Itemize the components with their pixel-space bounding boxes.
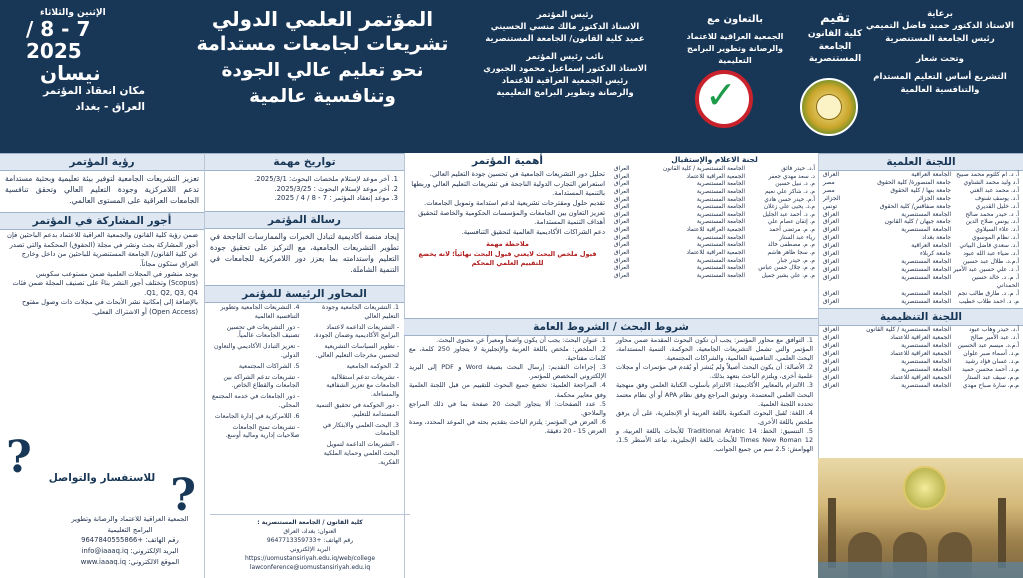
media-member-name: م. م. مصطفى خالد	[767, 242, 815, 249]
media-member-name: أ.د. حيدر فائق	[781, 166, 815, 172]
host-label: تقيم	[820, 11, 850, 26]
condition-item: 6. العرض في المؤتمر: يلتزم الباحث بتقديم بحثه في الموعد المحدد، ومدة العرض 15 - 20 دقيقة.	[409, 417, 606, 435]
university-email-label: البريد الإلكتروني	[289, 546, 331, 553]
date-item: 3. موعد إنعقاد المؤتمر : 7 - 8 / 4 / 2025.	[274, 194, 398, 203]
association-contact	[64, 514, 196, 568]
importance-title: أهمية المؤتمر	[472, 155, 543, 167]
axis-item: - تشريعات تدعم استقلالية الجامعات مع تعزيز الشفافية والمساءلة.	[326, 373, 399, 399]
chair-role: عميد كلية القانون/ الجامعة المستنصرية	[485, 33, 645, 44]
venue-label: مكان انعقاد المؤتمر	[43, 85, 145, 97]
organizing-member-affiliation: الجامعة المستنصرية	[901, 381, 951, 389]
committee-member	[819, 179, 1023, 187]
host-block	[795, 10, 875, 66]
axis-item: - دور التشريعات في تحسين تصنيف الجامعات عالمياً.	[226, 323, 300, 340]
media-member	[611, 197, 818, 205]
committee-member	[819, 258, 1023, 266]
media-member-name: م. م. جلال حسن عباس	[758, 265, 815, 272]
media-member-name: م. د. أحمد عبد الجليل	[762, 211, 815, 218]
participation-item: يوجد منشور في المجلات العلمية ضمن مستوعب سكوبس (Scopus) وتختلف أجور النشر بناءً على تصنيف المجلة ضمن فئات Q1, Q2, Q3, Q4.	[12, 269, 198, 297]
date-item: 2. آخر موعد لإستلام البحوث : 2025/3/25.	[274, 184, 398, 193]
question-mark-icon: ?	[170, 470, 196, 521]
email-link[interactable]: info@iaaaq.iq	[81, 547, 129, 556]
committee-member	[819, 242, 1023, 250]
media-member-affiliation: الجامعة المستنصرية	[696, 219, 745, 226]
media-member-country: العراق	[614, 265, 630, 272]
conditions-right-list	[611, 336, 818, 454]
organizing-member	[819, 342, 1023, 350]
axis-item: - تشريعات تمنح الجامعات صلاحيات إدارية ومالية أوسع.	[225, 423, 300, 440]
committee-member-country: العراق	[823, 297, 840, 305]
committee-member-country: العراق	[823, 257, 840, 265]
patron-role: رئيس الجامعة المستنصرية	[885, 33, 995, 44]
committee-member-country: العراق	[823, 242, 840, 250]
dates-list	[205, 171, 404, 205]
axes-left-list	[205, 303, 305, 469]
media-member-affiliation: الجامعة المستنصرية	[696, 234, 745, 241]
organizing-member	[819, 366, 1023, 374]
media-member-affiliation: الجمعية العراقية للاعتماد	[686, 227, 745, 234]
middle-column	[404, 153, 818, 578]
axes-title: المحاور الرئيسة للمؤتمر	[205, 285, 404, 303]
condition-item: 3. الالتزام بالمعايير الأكاديمية: الالتزام بأسلوب الكتابة العلمي وفق منهجية البحث العلمي المعتمدة، وتوثيق المراجع وفق نظام APA أو أي نظام معتمد تحدده اللجنة العلمية.	[616, 381, 813, 408]
media-member-name: م. سجا ظاهر هاشم	[767, 250, 815, 257]
conference-header	[0, 0, 1023, 153]
law-college-logo	[800, 78, 858, 136]
web-label: الموقع الالكتروني:	[128, 558, 180, 567]
media-member-affiliation: الجامعة المستنصرية	[696, 257, 745, 264]
media-member-name: رياء عبد الستار	[779, 234, 815, 241]
committee-member-name: أ.د. يوسف شنوف	[974, 194, 1019, 202]
organizing-member-name: أ.د. حيدر وهاب عبود	[968, 326, 1019, 334]
media-member	[611, 174, 818, 182]
committee-member-affiliation: جامعة بغداد	[922, 234, 951, 242]
condition-item: 1. عنوان البحث: يجب أن يكون واضحاً ومعبراً عن محتوى البحث.	[436, 336, 606, 344]
dates-title: تواريخ مهمة	[205, 153, 404, 171]
axis-item: 6. اللامركزية في إدارة الجامعات	[214, 412, 300, 420]
media-committee-list	[611, 166, 818, 281]
vice-chair-role-1: رئيس الجمعية العراقية للاعتماد	[501, 75, 629, 86]
message-title: رسالة المؤتمر	[205, 211, 404, 229]
media-member-country: العراق	[614, 234, 630, 241]
condition-item: 4. اللغة: تُقبل البحوث المكتوبة باللغة العربية أو الإنجليزية، على أن يرفق ملخص باللغة الأخرى.	[616, 408, 813, 426]
contact-title: للاستفسار والتواصل	[48, 472, 156, 484]
organizing-member-name: م.م. سيف عبد الستار	[965, 373, 1019, 381]
axis-item: - التشريعات الداعمة لاعتماد البرامج الأكاديمية وضمان الجودة.	[313, 323, 399, 340]
university-contact	[210, 514, 410, 572]
organizing-member-affiliation: الجمعية العراقية للاعتماد	[890, 350, 951, 358]
website-link[interactable]: www.iaaaq.iq	[80, 558, 127, 567]
conditions-title: شروط البحث / الشروط العامة	[404, 318, 818, 336]
media-member-affiliation: الجامعة المستنصرية / كلية القانون	[662, 166, 745, 172]
condition-item: 3. إجراءات التقديم: إرسال البحث بصيغة Word و PDF إلى البريد الإلكتروني المخصص للمؤتمر.	[409, 363, 606, 381]
media-member-country: العراق	[614, 219, 630, 226]
organizing-member-affiliation: الجامعة المستنصرية	[901, 358, 951, 366]
axis-item: - تعزيز التبادل الأكاديمي والتعاون الدولي.	[214, 343, 300, 359]
committee-member-name: أ. م. د. خالد حسين الحمداني	[971, 273, 1019, 289]
committee-member-country: العراق	[823, 265, 840, 273]
slogan-line-1: التشريع أساس التعليم المستدام	[873, 72, 1007, 83]
importance-item: دعم الشراكات الأكاديمية العالمية لتحقيق التنافسية.	[461, 227, 605, 236]
media-member	[611, 265, 818, 273]
media-member-name: م.د. يحيى علي زغلان	[763, 204, 815, 211]
committee-member	[819, 290, 1023, 298]
committee-member-name: أ.د. نظام الموسوي	[972, 234, 1019, 242]
importance-section	[404, 155, 611, 270]
committee-member-affiliation: الجامعة المستنصرية	[901, 257, 951, 265]
axis-item: 5. الشراكات المجتمعية	[238, 362, 300, 370]
vice-chair-name: الاستاذ الدكتور إسماعيل محمود الجبوري	[483, 63, 647, 74]
committee-member	[819, 234, 1023, 242]
committee-member-name: أ.د. علاء السيلاوي	[975, 226, 1019, 234]
committee-member-name: أ.د. سعدي فاضل البياتي	[959, 242, 1019, 250]
axis-item: - تطوير السياسات التشريعية لتحسين مخرجات التعليم العالي.	[315, 343, 399, 359]
media-member-affiliation: الجمعية العراقية للاعتماد	[686, 250, 745, 257]
university-address: العنوان: بغداد، العراق	[283, 528, 337, 535]
committee-member-affiliation: الجامعة المستنصرية	[901, 289, 951, 297]
importance-list	[404, 169, 611, 238]
conference-dates	[10, 8, 150, 84]
media-member-name: أ.م. حيدر حسن هادي	[764, 196, 815, 203]
vice-chair-role-2: والرصانة وتطوير البرامج التعليمية	[496, 87, 634, 98]
axis-item: - دور الجامعات في خدمة المجتمع المحلي.	[211, 393, 300, 410]
condition-item: 5. التنسيق: الخط: Traditional Arabic 14 للأبحاث باللغة العربية، و Times New Roman 12 للأبحاث باللغة الإنجليزية، تباعد الأسطر 1.5، الهوامش: 2.5 سم من جميع الجوانب.	[616, 426, 814, 454]
media-member	[611, 212, 818, 220]
organizing-member-name: أ.م.د. ميسم عبد الحسين	[957, 342, 1019, 350]
media-member	[611, 227, 818, 235]
committee-member-name: أ. م. د. طارق طالب نجم	[957, 289, 1019, 297]
note-text: قبول ملخص البحث لايعني قبول البحث نهائياً؛ لانه يخضع للتقييم العلمي المحكم	[418, 249, 597, 267]
organizing-member-country: العراق	[823, 334, 840, 342]
committee-member-country: العراق	[823, 289, 840, 297]
coop-label: بالتعاون مع	[706, 14, 763, 25]
media-member	[611, 219, 818, 227]
media-member	[611, 189, 818, 197]
organizing-member-country: العراق	[823, 350, 840, 358]
committee-member-name: أ.د. ضياء عبد الله عبود	[963, 250, 1019, 258]
coop-line-2: والرصانة وتطوير البرامج التعليمية	[686, 44, 784, 65]
media-member	[611, 235, 818, 243]
participation-item: ضمن رؤية كلية القانون والجمعية العراقية للاعتماد بدعم الباحثين فإن أجور المشاركة بحث ونشر في مجلة (الحقوق) المحكمة والتي تصدر عن كلية القانون/ الجامعة المستنصرية للباحثين من داخل وخارج العراق ستكون مجاناً.	[7, 231, 198, 268]
media-member-name: م. د. نبيل حسين	[775, 181, 815, 188]
title-line-3: نحو تعليم عالي الجودة وتنافسية عالمية	[221, 59, 424, 107]
accreditation-association-logo: ✓	[695, 70, 753, 128]
baghdad-landmarks-photo	[818, 458, 1023, 578]
organizing-member-name: م.م. سارة صباح مهدي	[962, 381, 1019, 389]
media-member-country: العراق	[614, 173, 630, 180]
condition-item: 4. المراجعة العلمية: تخضع جميع البحوث للتقييم من قبل اللجنة العلمية وفق معايير محكمة.	[409, 381, 606, 399]
committee-member	[819, 171, 1023, 179]
organizing-member-name: م.د. أسماء صبر علوان	[963, 350, 1019, 358]
vice-chair-label: نائب رئيس المؤتمر	[526, 51, 604, 62]
committee-member-country: العراق	[823, 171, 840, 178]
media-member-name: م. إتقان عصام علي	[767, 219, 815, 226]
note-label: ملاحظة مهمة	[486, 240, 529, 249]
committee-member	[819, 298, 1023, 306]
media-committee-title: لجنة الاعلام والإستقبال	[671, 155, 758, 164]
title-line-2: تشريعات لجامعات مستدامة	[196, 33, 449, 55]
organizing-member	[819, 350, 1023, 358]
message-text: إيجاد منصة أكاديمية لتبادل الخبرات والممارسات الناجحة في تطوير التشريعات الجامعية، مع التركيز على تحقيق جودة التعليم واستدامته بما يعزز دور اللامركزية للجامعات في التنمية الشاملة.	[210, 231, 399, 274]
organizing-member	[819, 374, 1023, 382]
committee-member-name: أ.د. يونس صلاح الدين	[965, 218, 1019, 226]
media-member	[611, 166, 818, 174]
media-member-country: العراق	[614, 257, 630, 264]
axis-item: - تشريعات تدعم الشراكة بين الجامعات والقطاع الخاص.	[223, 373, 300, 390]
media-member	[611, 181, 818, 189]
organizing-member	[819, 382, 1023, 390]
committee-member	[819, 266, 1023, 274]
organizing-member-country: العراق	[823, 381, 840, 389]
question-mark-icon: ?	[6, 432, 32, 483]
media-member-affiliation: الجمعية العراقية للاعتماد	[686, 173, 745, 180]
slogan-line-2: والتنافسية العالمية	[900, 84, 980, 95]
university-website-link[interactable]: https://uomustansiriyah.edu.iq/web/college	[244, 555, 376, 562]
organizing-member-affiliation: الجامعة المستنصرية / كلية القانون	[866, 326, 951, 334]
committee-member-name: أ.د. محمد عبد الغني	[969, 186, 1019, 194]
organizing-member-name: م.د. غسان فؤاد رشيد	[965, 358, 1019, 366]
contact-org: الجمعية العراقية للاعتماد والرصانة وتطوير البرامج التعليمية	[71, 514, 189, 534]
media-member-country: العراق	[614, 227, 630, 234]
committee-member	[819, 274, 1023, 290]
organizing-member-name: م.د. أحمد محسن حميد	[961, 365, 1019, 373]
committee-member-name: أ.د. خليل القديري	[975, 202, 1019, 210]
media-member-country: العراق	[614, 188, 630, 195]
axis-item: 4. التشريعات الجامعية وتطوير التنافسية العالمية	[220, 303, 300, 320]
important-note	[404, 238, 611, 269]
chair-name: الاستاذ الدكتور مالك منسي الحسيني	[490, 21, 640, 32]
media-member-affiliation: الجامعة المستنصرية	[696, 181, 745, 188]
organizing-member-affiliation: الجامعة المستنصرية	[901, 365, 951, 373]
axis-item: 1. التشريعات الجامعية وجودة التعليم العالي	[322, 303, 399, 320]
committee-member-name: أ.م.د. طلال عبد حسين	[962, 257, 1019, 265]
media-member-country: العراق	[614, 242, 630, 249]
media-member-country: العراق	[614, 272, 630, 279]
organizing-member-affiliation: الجمعية العراقية للاعتماد	[890, 373, 951, 381]
axes-right-list	[305, 303, 405, 469]
organizing-committee-title: اللجنة التنظيمية	[819, 308, 1023, 326]
importance-item: استعراض التجارب الدولية الناجحة في تشريعات التعليم العالي وربطها بالتنمية المستدامة.	[411, 179, 605, 198]
committee-member-name: م. د. احمد طلاب خطيب	[958, 297, 1019, 305]
vision-title: رؤية المؤتمر	[0, 153, 204, 171]
committee-member-affiliation: الجامعة العراقية	[911, 242, 951, 250]
cooperation-block	[680, 12, 790, 67]
media-member-affiliation: الجامعة المستنصرية	[696, 196, 745, 203]
conference-days: الإثنين والثلاثاء	[40, 8, 106, 18]
committee-member-country: العراق	[823, 210, 840, 218]
media-member-country: العراق	[614, 196, 630, 203]
committee-member-name: أ. د. علي حسين عبد الأمير	[953, 265, 1019, 273]
patron-block	[865, 8, 1015, 96]
committee-member	[819, 203, 1023, 211]
committee-member-country: الجزائر	[823, 194, 841, 202]
media-member-affiliation: الجامعة المستنصرية	[696, 211, 745, 218]
committee-member-affiliation: الجامعة المستنصرية	[901, 226, 951, 234]
slogan-label: وتحت شعار	[916, 53, 964, 64]
chair-label: رئيس المؤتمر	[536, 9, 594, 19]
axis-item: 3. البحث العلمي والابتكار في الجامعات	[322, 421, 399, 438]
committee-member	[819, 250, 1023, 258]
scientific-committee-column	[818, 153, 1023, 578]
media-member-country: العراق	[614, 166, 630, 172]
phone-label: رقم الهاتف:	[145, 536, 179, 545]
organizing-member-country: العراق	[823, 365, 840, 373]
importance-item: تحليل دور التشريعات الجامعية في تحسين جودة التعليم العالي.	[429, 170, 605, 178]
committee-member-country: مصر	[823, 186, 835, 194]
organizing-member-country: العراق	[823, 326, 840, 334]
media-member-affiliation: الجامعة المستنصرية	[696, 265, 745, 272]
university-contact-title: كلية القانون / الجامعة المستنصرية :	[257, 519, 363, 526]
media-member	[611, 204, 818, 212]
media-member-affiliation: الجامعة المستنصرية	[696, 204, 745, 211]
coop-line-1: الجمعية العراقية للاعتماد	[686, 32, 784, 41]
committee-member-country: تونس	[823, 202, 838, 210]
organizing-member-country: العراق	[823, 373, 840, 381]
committee-member-name: أ. د. حيدر محمد صالح	[965, 210, 1019, 218]
committee-member	[819, 187, 1023, 195]
axis-item: - التشريعات الداعمة لتمويل البحث العلمي وحماية الملكية الفكرية.	[323, 441, 399, 466]
media-member-name: د. سعد مهدي جعفر	[768, 173, 815, 180]
committee-member-country: العراق	[823, 250, 840, 258]
organizing-member-affiliation: الجامعة المستنصرية	[901, 342, 951, 350]
committee-member-affiliation: جامعة المنصورة/ كلية الحقوق	[877, 178, 951, 186]
organizing-member-affiliation: الجمعية العراقية للاعتماد	[890, 334, 951, 342]
media-member	[611, 273, 818, 281]
host-college: كلية القانون	[807, 29, 863, 40]
committee-member-affiliation: جامعة كربلاء	[919, 250, 951, 258]
committee-member-country: العراق	[823, 273, 840, 281]
committee-member-country: مصر	[823, 178, 835, 186]
vision-text: تعزيز التشريعات الجامعية لتوفير بيئة تعليمية وبحثية مستدامة تدعم اللامركزية وجودة التعليم العالي وتحقق تنافسية الجامعات العراقية على المستوى العالمي.	[5, 174, 199, 205]
committee-member-country: العراق	[823, 226, 840, 234]
media-member-affiliation: الجامعة المستنصرية	[696, 272, 745, 279]
phone-number[interactable]: +9647840555866	[81, 536, 144, 545]
media-member-affiliation: الجامعة المستنصرية	[696, 242, 745, 249]
media-member-country: العراق	[614, 181, 630, 188]
committee-member-affiliation: جامعة صفاقس/ كلية الحقوق	[879, 202, 951, 210]
media-member	[611, 258, 818, 266]
organizing-committee-list	[819, 326, 1023, 389]
participation-title: أجور المشاركة في المؤتمر	[0, 212, 204, 230]
media-member	[611, 242, 818, 250]
host-university: الجامعة المستنصرية	[808, 41, 862, 65]
committee-member-affiliation: جامعة جيهان / كلية القانون	[884, 218, 951, 226]
conference-title	[180, 6, 465, 109]
date-item: 1. آخر موعد لإستلام ملخصات البحوث: 2025/3/1.	[254, 175, 398, 183]
media-member	[611, 250, 818, 258]
committee-member-country: العراق	[823, 218, 840, 226]
conference-month: نيسان	[40, 61, 101, 85]
participation-item: بالإضافة إلى إمكانية نشر الأبحاث في مجلات ذات وصول مفتوح (Open Access) أو الاشتراك الفعلي.	[21, 298, 198, 317]
condition-item: 2. الأصالة: أن يكون البحث أصيلاً ولم يُنشر أو يُقدم في مؤتمرات أو مجلات علمية أخرى، ويلتزم الباحث بتعهد بذلك.	[616, 363, 813, 381]
organizing-member-name: أ.د. عبد الأمير صالح	[970, 334, 1019, 342]
media-member-name: م. م. مرتضى أحمد	[769, 227, 815, 234]
committee-member-affiliation: الجامعة المستنصرية	[901, 273, 951, 281]
organizing-member-country: العراق	[823, 342, 840, 350]
committee-member-affiliation: الجامعة العراقية	[911, 171, 951, 178]
committee-member-name: أ.د وليد محمد الشناوي	[963, 178, 1019, 186]
participation-list	[0, 230, 204, 319]
condition-item: 1. التوافق مع محاور المؤتمر: يجب أن تكون البحوث المقدمة ضمن محاور المؤتمر والتي تشمل التشريعات الجامعية، الحوكمة، التنمية المستدامة، البحث العلمي، التنافسية العالمية، والشراكات المجتمعية.	[616, 336, 813, 363]
vision-column	[0, 153, 204, 578]
media-member-country: العراق	[614, 204, 630, 211]
committee-member-affiliation: الجامعة المستنصرية	[901, 297, 951, 305]
conditions-section	[404, 318, 818, 454]
axis-item: - دور الحوكمة في تحقيق التنمية المستدامة للتعليم.	[316, 402, 399, 418]
condition-item: 2. الملخص: ملخص باللغة العربية والإنجليزية لا يتجاوز 250 كلمة، مع كلمات مفتاحية.	[409, 345, 606, 363]
media-member-name: م. م. علي بشير جميل	[761, 272, 815, 279]
university-email-link[interactable]: lawconference@uomustansiriyah.edu.iq	[249, 564, 371, 571]
media-member-affiliation: الجامعة المستنصرية	[696, 188, 745, 195]
venue-block	[10, 84, 145, 116]
committee-member-affiliation: جامعة بنها / كلية الحقوق	[890, 186, 951, 194]
media-member-country: العراق	[614, 250, 630, 257]
committee-member-name: أ. د. ام كلثوم محمد صبيح	[956, 171, 1019, 178]
email-label: البريد الإلكتروني:	[130, 547, 179, 556]
committee-member-country: العراق	[823, 234, 840, 242]
venue-value: العراق - بغداد	[75, 100, 145, 113]
committee-member-affiliation: جامعة الجزائر	[916, 194, 951, 202]
chair-block	[470, 8, 660, 98]
media-member-name: م. د. شاكر علي نعيم	[764, 188, 815, 195]
organizing-member	[819, 358, 1023, 366]
importance-item: تعزيز التعاون بين الجامعات والمؤسسات الحكومية والخاصة لتحقيق أهداف التنمية المستدامة.	[418, 208, 605, 227]
committee-member-affiliation: الجامعة المستنصرية	[901, 210, 951, 218]
conditions-left-list	[404, 336, 611, 454]
university-phone[interactable]: رقم الهاتف: +9647713359733	[266, 537, 354, 544]
scientific-committee-title: اللجنة العلمية	[819, 153, 1023, 171]
axis-item: 2. الحوكمة الجامعية	[346, 362, 399, 370]
organizing-member-country: العراق	[823, 358, 840, 366]
condition-item: 5. عدد الصفحات: ألا يتجاوز البحث 20 صفحة بما في ذلك المراجع والملاحق.	[409, 399, 606, 417]
committee-member	[819, 195, 1023, 203]
media-member-name: م. م. حيدر جبار	[777, 257, 815, 264]
media-member-country: العراق	[614, 211, 630, 218]
patron-label: برعاية	[927, 9, 953, 19]
patron-name: الاستاذ الدكتور حميد فاضل التميمي	[866, 21, 1014, 32]
scientific-committee-list	[819, 171, 1023, 305]
conference-date-numbers: 7 - 8 / 2025	[26, 17, 91, 63]
title-line-1: المؤتمر العلمي الدولي	[211, 7, 434, 31]
committee-member-affiliation: الجامعة المستنصرية	[901, 265, 951, 273]
importance-item: تقديم حلول ومقترحات تشريعية لدعم استدامة وتمويل الجامعات.	[424, 198, 605, 207]
